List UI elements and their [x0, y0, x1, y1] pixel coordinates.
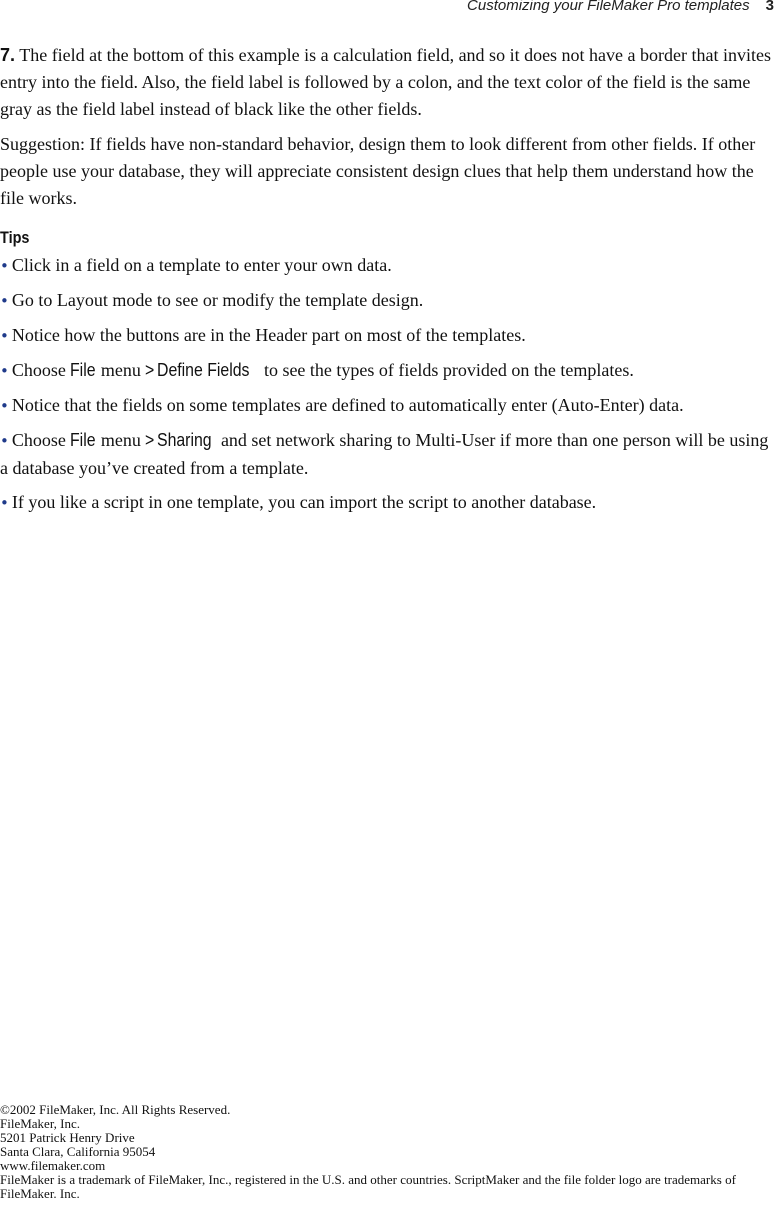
- tip-item: [0, 357, 774, 385]
- tip-text-mid: menu: [96, 430, 146, 450]
- menu-item-sharing: Sharing: [157, 430, 212, 450]
- bullet-icon: •: [0, 397, 9, 415]
- tip-text: Click in a field on a template to enter your own data.: [11, 255, 392, 275]
- bullet-icon: •: [0, 257, 9, 275]
- tip-item: [0, 392, 774, 420]
- copyright-line: ©2002 FileMaker, Inc. All Rights Reserved.: [0, 1102, 231, 1117]
- address-line-2: Santa Clara, California 95054: [0, 1144, 156, 1159]
- running-header: [467, 0, 774, 17]
- tips-heading: Tips: [0, 228, 30, 247]
- menu-item-define-fields: Define Fields: [157, 360, 250, 380]
- bullet-icon: •: [0, 362, 9, 380]
- tip-item: [0, 287, 774, 315]
- bullet-icon: •: [0, 292, 9, 310]
- step-paragraph: [0, 42, 774, 123]
- bullet-icon: •: [0, 432, 9, 450]
- tip-text-mid: menu: [96, 360, 146, 380]
- tip-text: Notice that the fields on some templates are defined to automatically enter (Auto-Enter) data.: [11, 395, 684, 415]
- step-number: 7.: [0, 45, 16, 65]
- menu-arrow: >: [145, 360, 155, 380]
- page-content: [0, 42, 774, 524]
- tip-text-post: and set network sharing to Multi-User if more than one person will be using a database you’ve created from a template.: [0, 430, 769, 478]
- step-text: The field at the bottom of this example is a calculation field, and so it does not have a border that invites entry into the field. Also, the field label is followed by a colon, and the text color of the field is the same gray as the field label instead of black like the other fields.: [0, 45, 771, 119]
- tip-item: [0, 489, 774, 517]
- tip-text: Notice how the buttons are in the Header part on most of the templates.: [11, 325, 526, 345]
- bullet-icon: •: [0, 494, 9, 512]
- menu-arrow: >: [145, 430, 155, 450]
- suggestion-paragraph: Suggestion: If fields have non-standard behavior, design them to look different from other fields. If other people use your database, they will appreciate consistent design clues that help them understand how the file works.: [0, 134, 756, 208]
- tip-text: If you like a script in one template, you can import the script to another database.: [11, 492, 597, 512]
- tip-text-post: to see the types of fields provided on the templates.: [259, 360, 634, 380]
- menu-name-file: File: [70, 360, 96, 380]
- footer: [0, 1103, 774, 1201]
- tip-text: Go to Layout mode to see or modify the template design.: [11, 290, 424, 310]
- tip-item: [0, 252, 774, 280]
- running-title: Customizing your FileMaker Pro templates: [467, 0, 750, 14]
- tip-text-pre: Choose: [11, 430, 71, 450]
- menu-name-file: File: [70, 430, 96, 450]
- page-number: 3: [765, 0, 774, 14]
- address-line-1: 5201 Patrick Henry Drive: [0, 1130, 135, 1145]
- bullet-icon: •: [0, 327, 9, 345]
- tip-item: [0, 322, 774, 350]
- website-line: www.filemaker.com: [0, 1158, 106, 1173]
- tip-item: [0, 427, 774, 482]
- tip-text-pre: Choose: [11, 360, 71, 380]
- trademark-notice: FileMaker is a trademark of FileMaker, Inc., registered in the U.S. and other countries. ScriptMaker and the file folder logo are trademarks of FileMaker. Inc.: [0, 1172, 736, 1201]
- company-name: FileMaker, Inc.: [0, 1116, 80, 1131]
